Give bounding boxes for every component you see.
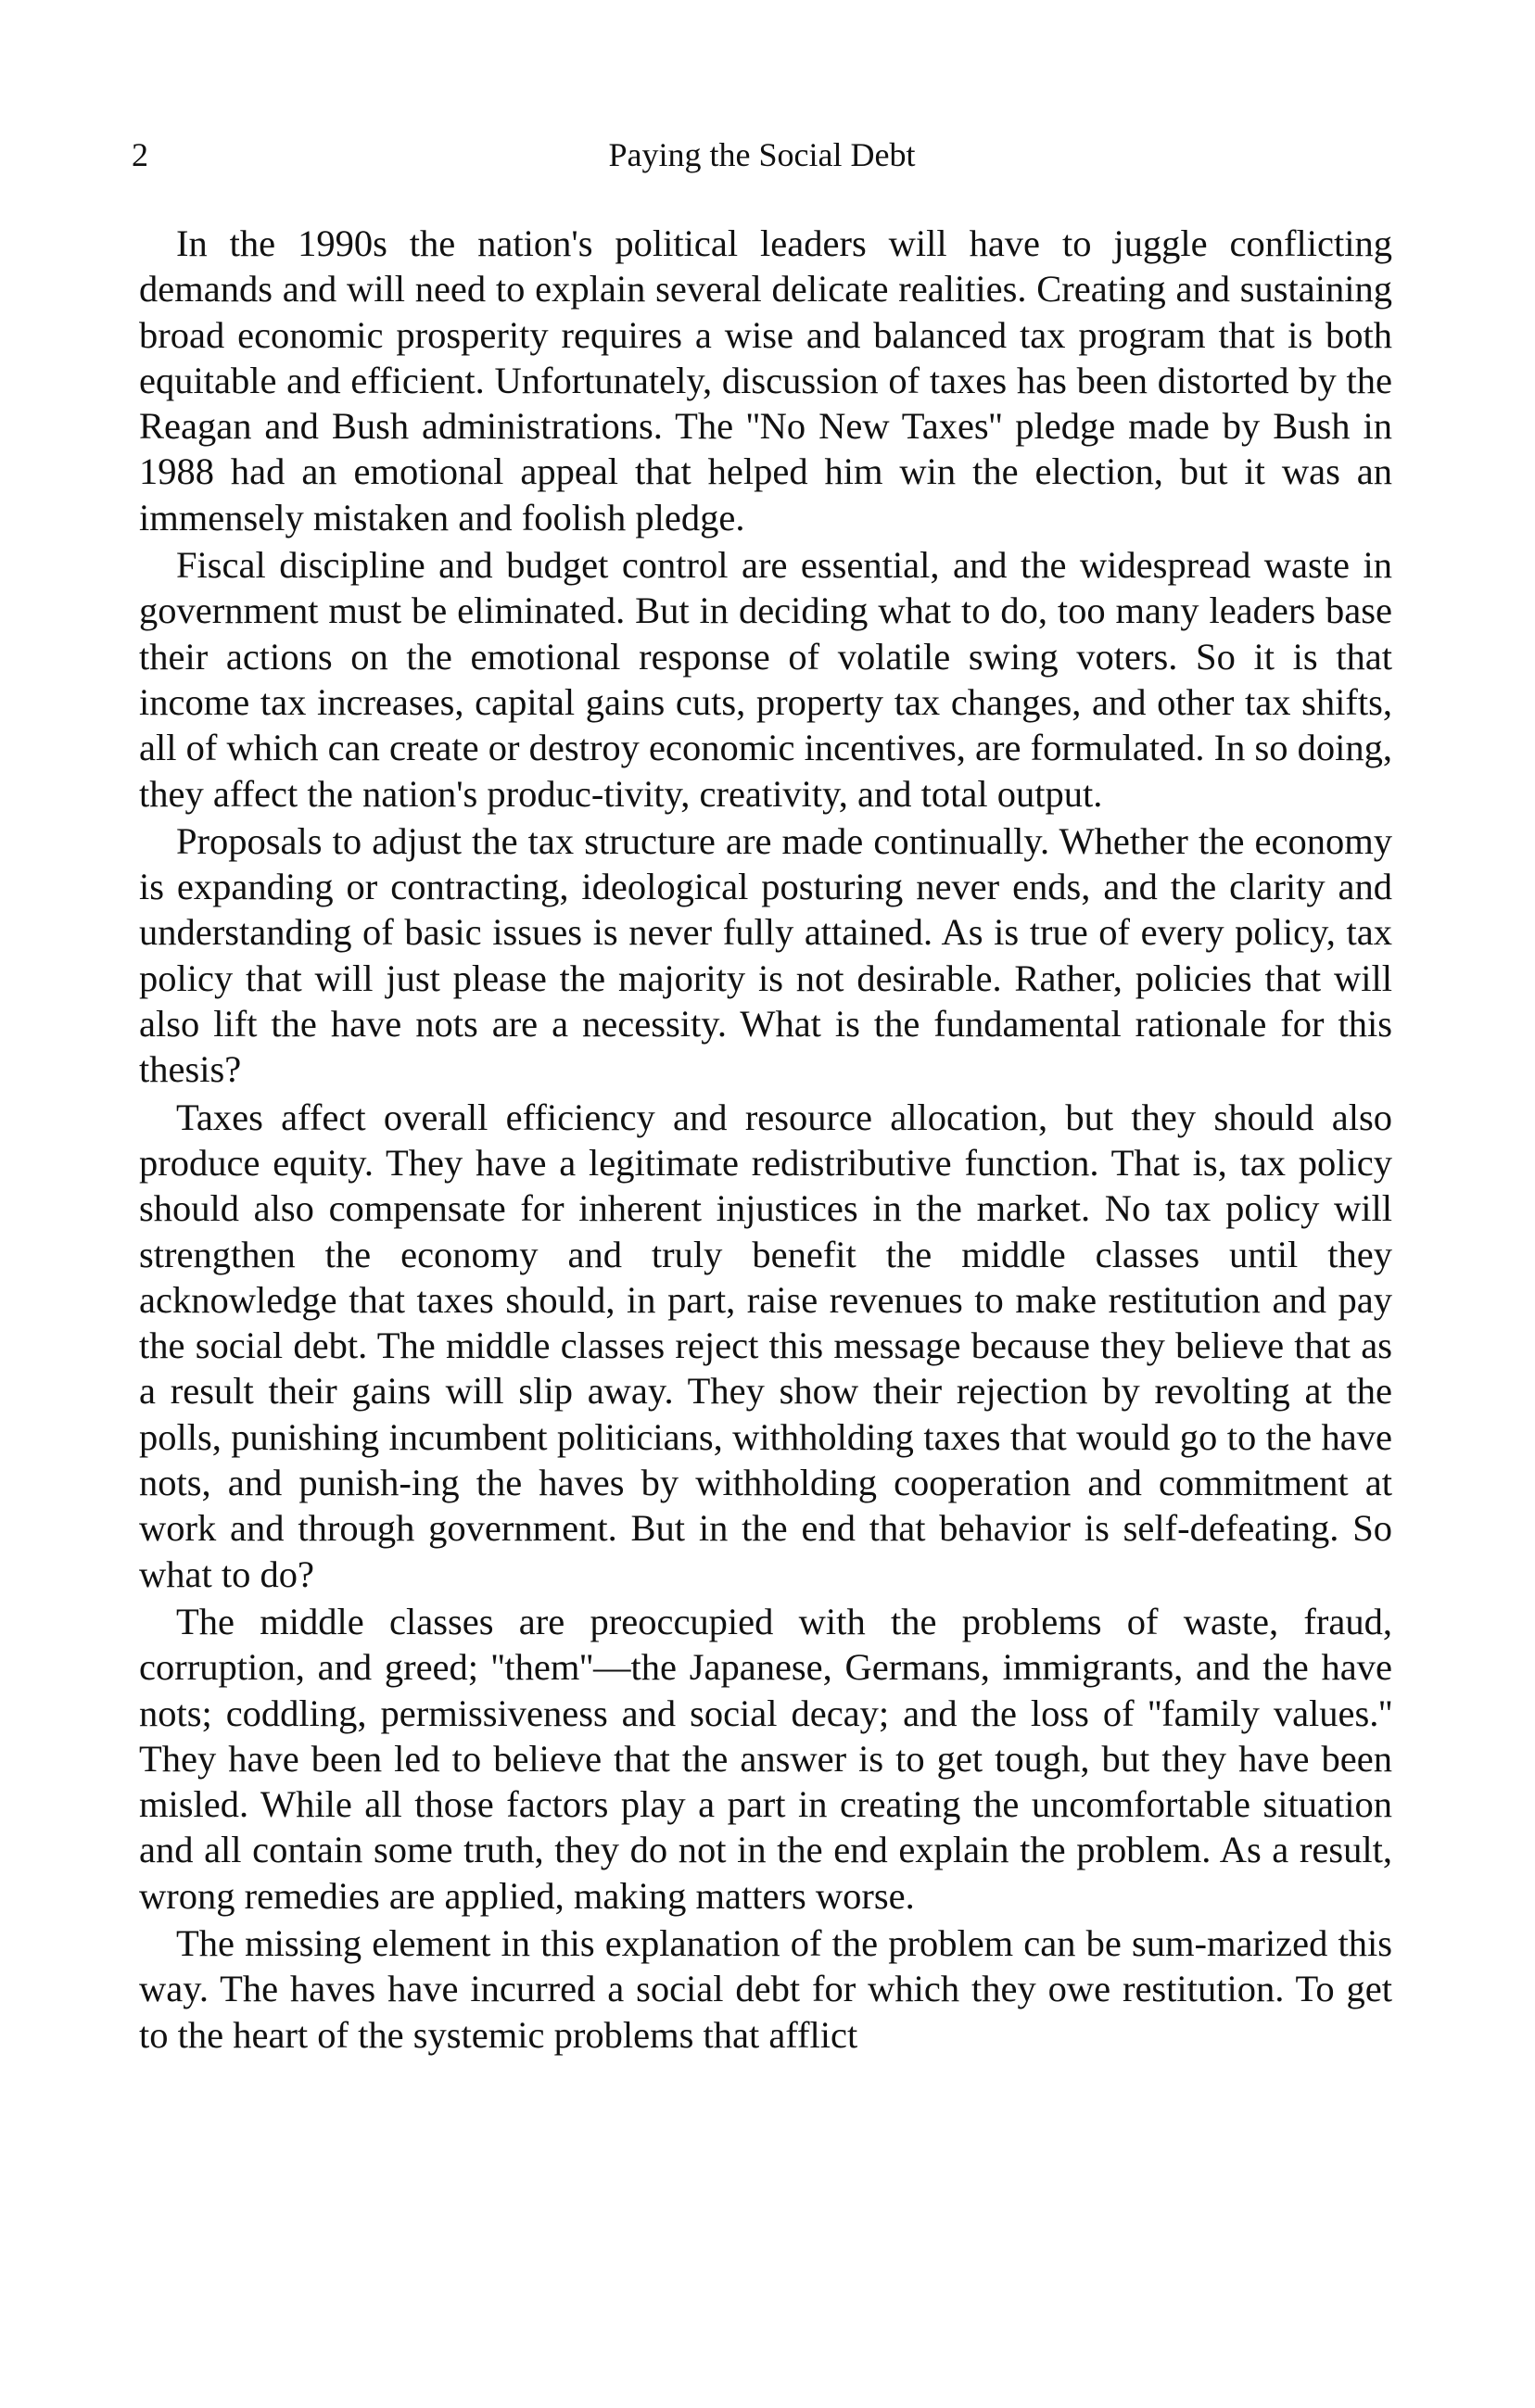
- paragraph-missing-element: The missing element in this explanation of the problem can be sum-marized this way. The haves have incurred a social debt for which they owe restitution. To get to the heart of the systemic problems that afflict: [139, 1921, 1392, 2056]
- page-number: 2: [132, 136, 148, 173]
- running-head: [132, 132, 1392, 178]
- paragraph-middle-classes: The middle classes are preoccupied with the problems of waste, fraud, corruption, and greed; ''them''—the Japanese, Germans, immigrants, and the have nots; coddling, permissiveness and social decay; and the loss of ''family values.'' They have been led to believe that the answer is to get tough, but they have been misled. While all those factors play a part in creating the uncomfortable situation and all contain some truth, they do not in the end explain the problem. As a result, wrong remedies are applied, making matters worse.: [139, 1600, 1392, 1917]
- body-text: [139, 221, 1392, 2059]
- paragraph-1990s-leaders: In the 1990s the nation's political leaders will have to juggle conflicting demands and will need to explain several delicate realities. Creating and sustaining broad economic prosperity requires a wise and balanced tax program that is both equitable and efficient. Unfortunately, discussion of taxes has been distorted by the Reagan and Bush administrations. The ''No New Taxes'' pledge made by Bush in 1988 had an emotional appeal that helped him win the election, but it was an immensely mistaken and foolish pledge.: [139, 222, 1392, 539]
- paragraph-fiscal-discipline: Fiscal discipline and budget control are essential, and the widespread waste in government must be eliminated. But in deciding what to do, too many leaders base their actions on the emotional response of volatile swing voters. So it is that income tax increases, capital gains cuts, property tax changes, and other tax shifts, all of which can create or destroy economic incentives, are formulated. In so doing, they affect the nation's produc-tivity, creativity, and total output.: [139, 544, 1392, 815]
- running-title: Paying the Social Debt: [608, 136, 916, 173]
- paragraph-tax-proposals: Proposals to adjust the tax structure are made continually. Whether the economy is expanding or contracting, ideological posturing never ends, and the clarity and understanding of basic issues is never fully attained. As is true of every policy, tax policy that will just please the majority is not desirable. Rather, policies that will also lift the have nots are a necessity. What is the fundamental rationale for this thesis?: [139, 819, 1392, 1091]
- paragraph-taxes-equity: Taxes affect overall efficiency and resource allocation, but they should also produce equity. They have a legitimate redistributive function. That is, tax policy should also compensate for inherent injustices in the market. No tax policy will strengthen the economy and truly benefit the middle classes until they acknowledge that taxes should, in part, raise revenues to make restitution and pay the social debt. The middle classes reject this message because they believe that as a result their gains will slip away. They show their rejection by revolting at the polls, punishing incumbent politicians, withholding taxes that would go to the have nots, and punish-ing the haves by withholding cooperation and commitment at work and through government. But in the end that behavior is self-defeating. So what to do?: [139, 1096, 1392, 1595]
